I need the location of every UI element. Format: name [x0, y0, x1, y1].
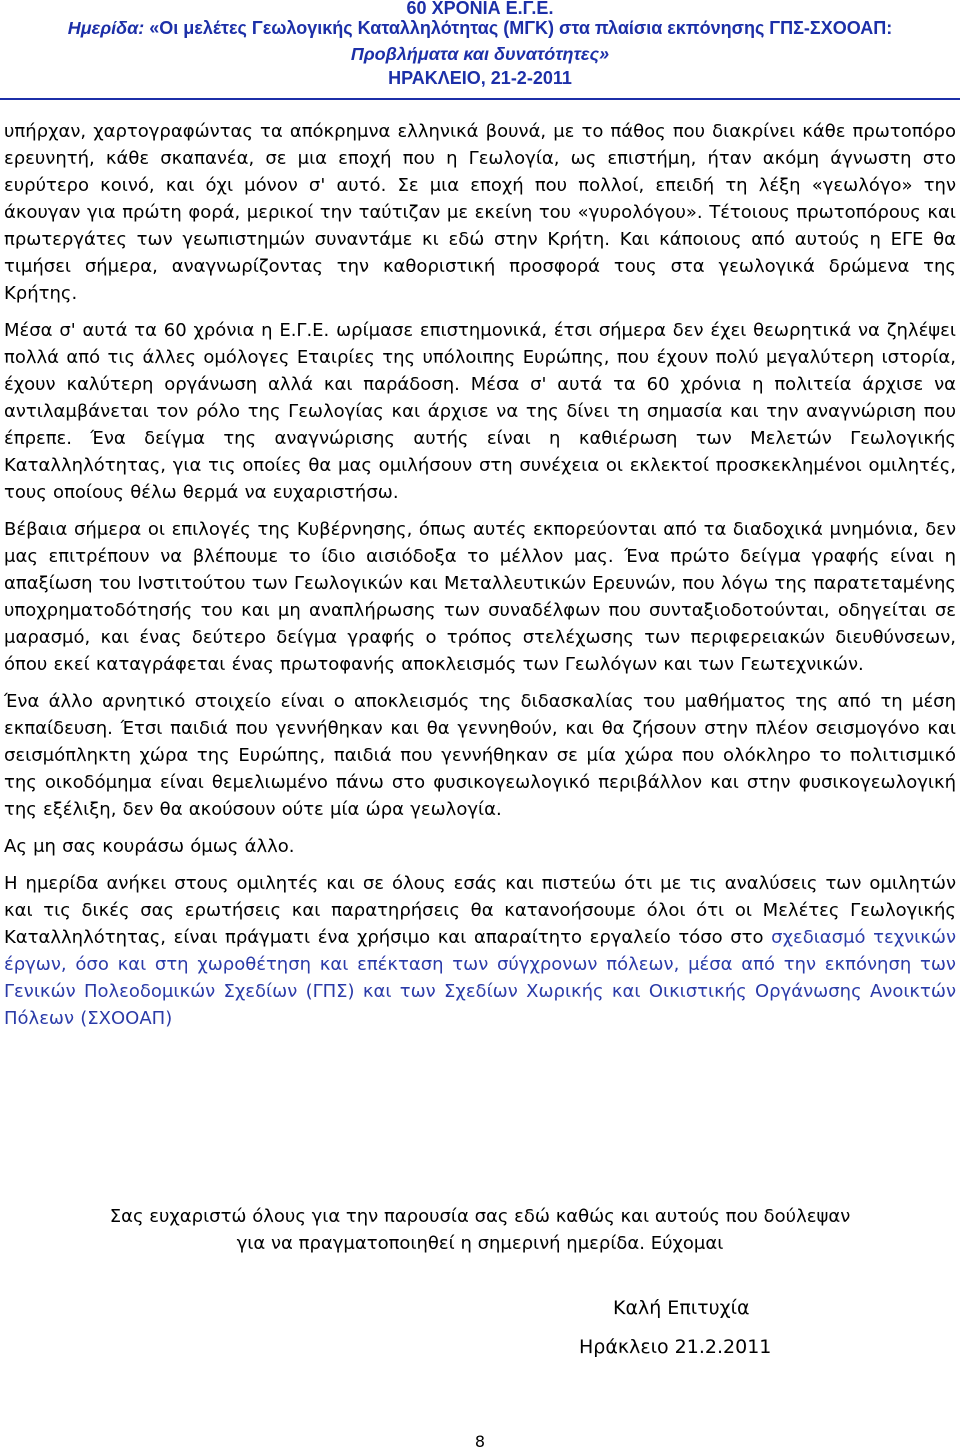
closing-place-date: Ηράκλειο 21.2.2011: [579, 1336, 772, 1358]
paragraph-6: [4, 870, 956, 1032]
header-anniversary: 60 ΧΡΟΝΙΑ Ε.Γ.Ε.: [406, 0, 554, 18]
header-event-label: Ημερίδα:: [67, 18, 150, 38]
header-place-date: ΗΡΑΚΛΕΙΟ, 21-2-2011: [388, 68, 572, 88]
closing-wish: Καλή Επιτυχία: [613, 1297, 750, 1319]
closing-line-1: Σας ευχαριστώ όλους για την παρουσία σας εδώ καθώς και αυτούς που δούλεψαν: [109, 1206, 851, 1227]
paragraph-5: Ας μη σας κουράσω όμως άλλο.: [4, 836, 295, 857]
paragraph-4: Ένα άλλο αρνητικό στοιχείο είναι ο αποκλεισμός της διδασκαλίας του μαθήματος της από τη μέση εκπαίδευση. Έτσι παιδιά που γεννήθηκαν και θα γεννηθούν, και θα ζήσουν στην πλέον σεισμογόνο και σεισμόπληκτη χώρα της Ευρώπης, παιδιά που γεννήθηκαν σε μία χώρα που ολόκληρο το πολιτισμικό της οικοδόμημα είναι θεμελιωμένο πάνω στο φυσικογεωλογικό περιβάλλον και στην φυσικογεωλογική της εξέλιξη, δεν θα ακούσουν ούτε μία ώρα γεωλογία.: [4, 691, 956, 820]
paragraph-3: Βέβαια σήμερα οι επιλογές της Κυβέρνησης, όπως αυτές εκπορεύονται από τα διαδοχικά μνημόνια, δεν μας επιτρέπουν να βλέπουμε το ίδιο αισιόδοξα το μέλλον μας. Ένα πρώτο δείγμα γραφής είναι η απαξίωση του Ινστιτούτου των Γεωλογικών και Μεταλλευτικών Ερευνών, που λόγω της παρατεταμένης υποχρηματοδότησής του και μη αναπλήρωσης των συναδέλφων που συνταξιοδοτούνται, οδηγείται σε μαρασμό, και ένας δεύτερο δείγμα γραφής ο τρόπος στελέχωσης των περιφερειακών διευθύνσεων, όπου εκεί καταγράφεται ένας πρωτοφανής αποκλεισμός των Γεωλόγων και των Γεωτεχνικών.: [4, 519, 956, 675]
header-event-subtitle: Προβλήματα και δυνατότητες»: [350, 44, 610, 64]
paragraph-2: Μέσα σ' αυτά τα 60 χρόνια η Ε.Γ.Ε. ωρίμασε επιστημονικά, έτσι σήμερα δεν έχει θεωρητικά να ζηλέψει πολλά από τις άλλες ομόλογες Εταιρίες της υπόλοιπης Ευρώπης, που έχουν πολύ μεγαλύτερη ιστορία, έχουν καλύτερη οργάνωση αλλά και παράδοση. Μέσα σ' αυτά τα 60 χρόνια η πολιτεία άρχισε να αντιλαμβάνεται τον ρόλο της Γεωλογίας και άρχισε να της δίνει τη σημασία και την αναγνώριση που έπρεπε. Ένα δείγμα της αναγνώρισης αυτής είναι η καθιέρωση των Μελετών Γεωλογικής Καταλληλότητας, για τις οποίες θα μας ομιλήσουν στη συνέχεια οι εκλεκτοί προσκεκλημένοι ομιλητές, τους οποίους θέλω θερμά να ευχαριστήσω.: [4, 320, 956, 503]
header-divider: [0, 98, 960, 100]
closing-line-2: για να πραγματοποιηθεί η σημερινή ημερίδα. Εύχομαι: [236, 1233, 724, 1254]
page-number: 8: [474, 1432, 486, 1451]
paragraph-1: υπήρχαν, χαρτογραφώντας τα απόκρημνα ελληνικά βουνά, με το πάθος που διακρίνει κάθε πρωτοπόρο ερευνητή, κάθε σκαπανέα, σε μια εποχή που η Γεωλογία, ως επιστήμη, ήταν ακόμη άγνωστη στο ευρύτερο κοινό, και όχι μόνον σ' αυτό. Σε μια εποχή που πολλοί, επειδή τη λέξη «γεωλόγο» την άκουγαν για πρώτη φορά, μερικοί την ταύτιζαν με εκείνη του «γυρολόγου». Τέτοιους πρωτοπόρους και πρωτεργάτες των γεωπιστημών συναντάμε κι εδώ στην Κρήτη. Και κάποιους από αυτούς η ΕΓΕ θα τιμήσει σήμερα, αναγνωρίζοντας την καθοριστική προσφορά τους στα γεωλογικά δρώμενα της Κρήτης.: [4, 121, 956, 304]
header-event-title: [0, 17, 960, 39]
header-event-name: «Οι μελέτες Γεωλογικής Καταλληλότητας (ΜΓΚ) στα πλαίσια εκπόνησης ΓΠΣ-ΣΧΟΟΑΠ:: [149, 18, 893, 38]
paragraph-6-start: Η ημερίδα ανήκει στους ομιλητές και σε όλους εσάς και πιστεύω ότι με τις αναλύσεις των ομιλητών και τις δικές σας ερωτήσεις και παρατηρήσεις θα κατανοήσουμε όλοι ότι οι Μελέτες Γεωλογικής Καταλληλότητας, είναι πράγματι ένα χρήσιμο και απαραίτητο εργαλείο τόσο στο: [4, 873, 956, 948]
body-text: [4, 118, 956, 1042]
closing-thanks: [0, 1203, 960, 1257]
paragraph-6-end: σχεδιασμό τεχνικών έργων, όσο και στη χωροθέτηση και επέκταση των σύγχρονων πόλεων, μέσα από την εκπόνηση των Γενικών Πολεοδομικών Σχεδίων (ΓΠΣ) και των Σχεδίων Χωρικής και Οικιστικής Οργάνωσης Ανοικτών Πόλεων (ΣΧΟΟΑΠ): [4, 927, 956, 1029]
